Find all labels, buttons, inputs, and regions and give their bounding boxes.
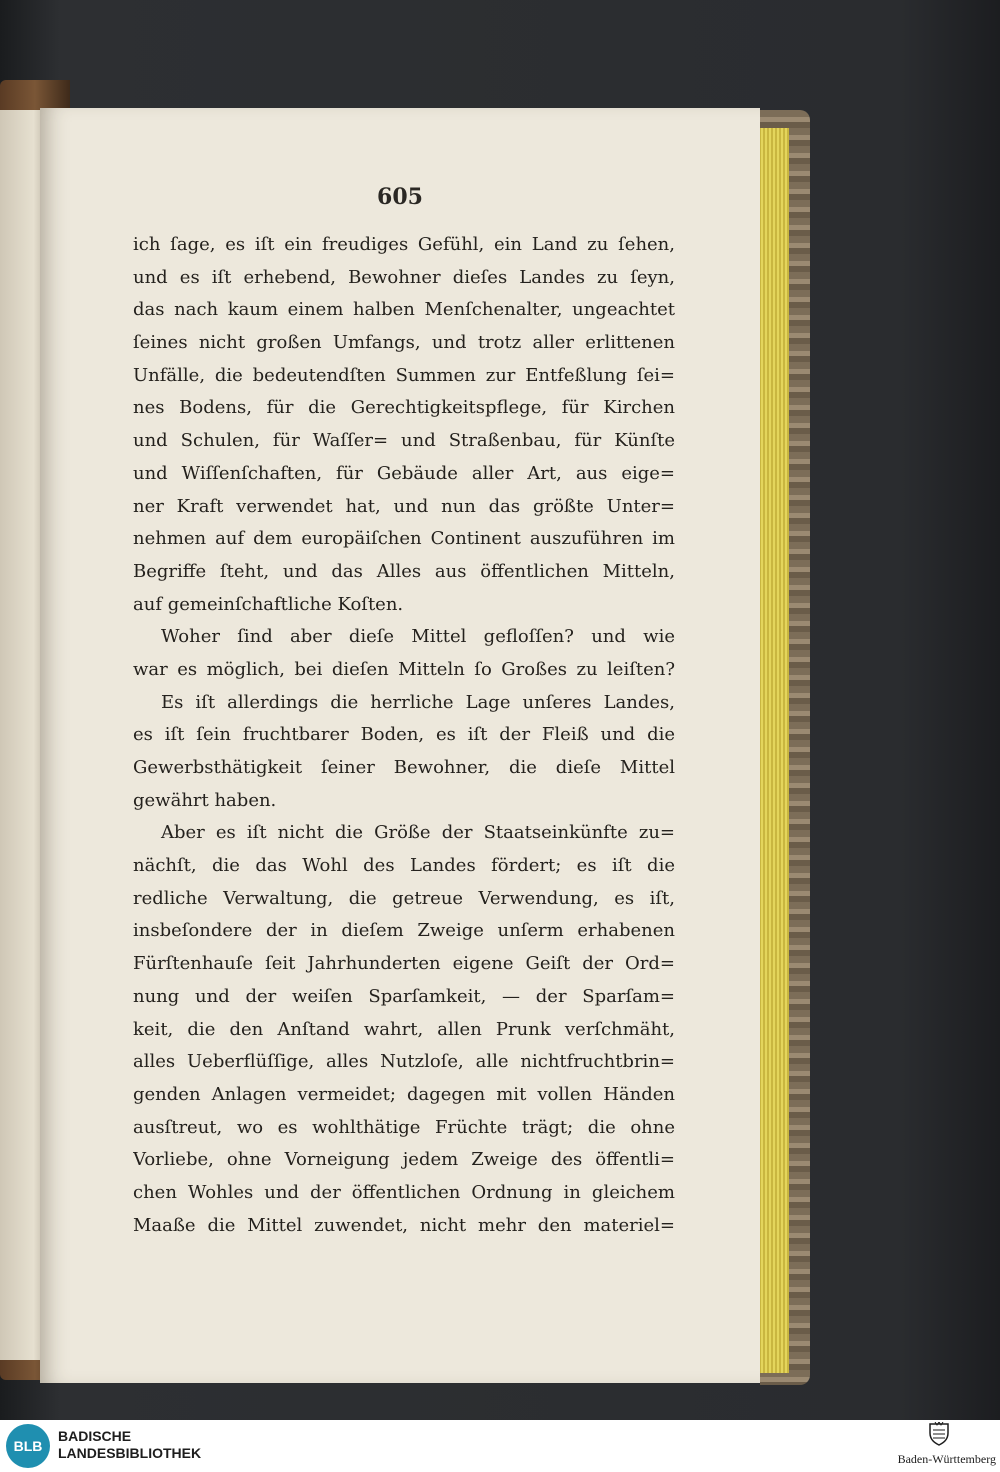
text-line: Unfälle, die bedeutendſten Summen zur Entfeßlung ſei=	[133, 364, 675, 386]
text-line: nächſt, die das Wohl des Landes fördert; es iſt die	[133, 855, 675, 877]
text-line: alles Ueberflüſſige, alles Nutzloſe, alle nichtfruchtbrin=	[133, 1051, 675, 1073]
state-label: Baden-Württemberg	[897, 1452, 996, 1466]
blb-logo-text: BLB	[13, 1438, 43, 1454]
text-line: gewährt haben.	[133, 789, 277, 811]
text-line: und es iſt erhebend, Bewohner dieſes Landes zu ſeyn,	[133, 266, 675, 288]
text-line: Es iſt allerdings die herrliche Lage unſeres Landes,	[161, 691, 675, 713]
text-line: insbeſondere der in dieſem Zweige unſerm erhabenen	[133, 920, 675, 942]
book-page	[40, 108, 760, 1383]
text-line: Gewerbsthätigkeit ſeiner Bewohner, die dieſe Mittel	[133, 757, 675, 778]
page-number: 605	[377, 184, 423, 210]
text-line: genden Anlagen vermeidet; dagegen mit vollen Händen	[133, 1083, 675, 1105]
text-line: nung und der weiſen Sparſamkeit, — der Sparſam=	[133, 985, 675, 1007]
text-line: ſeines nicht großen Umfangs, und trotz aller erlittenen	[133, 332, 675, 354]
gilded-page-edge	[755, 128, 789, 1373]
text-line: war es möglich, bei dieſen Mitteln ſo Großes zu leiſten?	[133, 658, 675, 680]
text-line: chen Wohles und der öffentlichen Ordnung in gleichem	[133, 1181, 675, 1203]
text-line: auf gemeinſchaftliche Koſten.	[133, 593, 404, 615]
text-line: und Wiſſenſchaften, für Gebäude aller Art, aus eige=	[133, 462, 675, 484]
blb-logo[interactable]	[6, 1424, 50, 1468]
text-line: ausſtreut, wo es wohlthätige Früchte trägt; die ohne	[133, 1116, 675, 1138]
library-name-line2: LANDESBIBLIOTHEK	[58, 1445, 202, 1461]
viewer-footer	[0, 1420, 1000, 1472]
text-line: Aber es iſt nicht die Größe der Staatseinkünfte zu=	[161, 822, 675, 844]
text-line: ich ſage, es iſt ein freudiges Gefühl, ein Land zu ſehen,	[133, 234, 675, 255]
text-line: Maaße die Mittel zuwendet, nicht mehr den materiel=	[133, 1214, 675, 1236]
text-line: Begriffe ſteht, und das Alles aus öffentlichen Mitteln,	[133, 560, 675, 582]
library-name	[58, 1428, 201, 1462]
text-line: keit, die den Anſtand wahrt, allen Prunk verſchmäht,	[133, 1018, 675, 1040]
text-line: das nach kaum einem halben Menſchenalter, ungeachtet	[133, 299, 675, 321]
library-name-line1: BADISCHE	[58, 1428, 132, 1444]
text-line: Fürſtenhauſe ſeit Jahrhunderten eigene Geiſt der Ord=	[133, 953, 675, 975]
text-line: Woher ſind aber dieſe Mittel gefloſſen? und wie	[161, 626, 675, 648]
coat-of-arms-icon	[928, 1422, 950, 1446]
text-line: es iſt ſein fruchtbarer Boden, es iſt der Fleiß und die	[133, 724, 675, 746]
text-line: nes Bodens, für die Gerechtigkeitspflege, für Kirchen	[133, 397, 675, 419]
page-body-text	[133, 229, 675, 1242]
text-line: und Schulen, für Waſſer= und Straßenbau, für Künſte	[133, 430, 675, 452]
text-line: redliche Verwaltung, die getreue Verwendung, es iſt,	[133, 887, 675, 909]
text-line: Vorliebe, ohne Vorneigung jedem Zweige des öffentli=	[133, 1149, 675, 1171]
text-line: ner Kraft verwendet hat, und nun das größte Unter=	[133, 495, 675, 517]
text-line: nehmen auf dem europäiſchen Continent auszuführen im	[133, 528, 675, 550]
